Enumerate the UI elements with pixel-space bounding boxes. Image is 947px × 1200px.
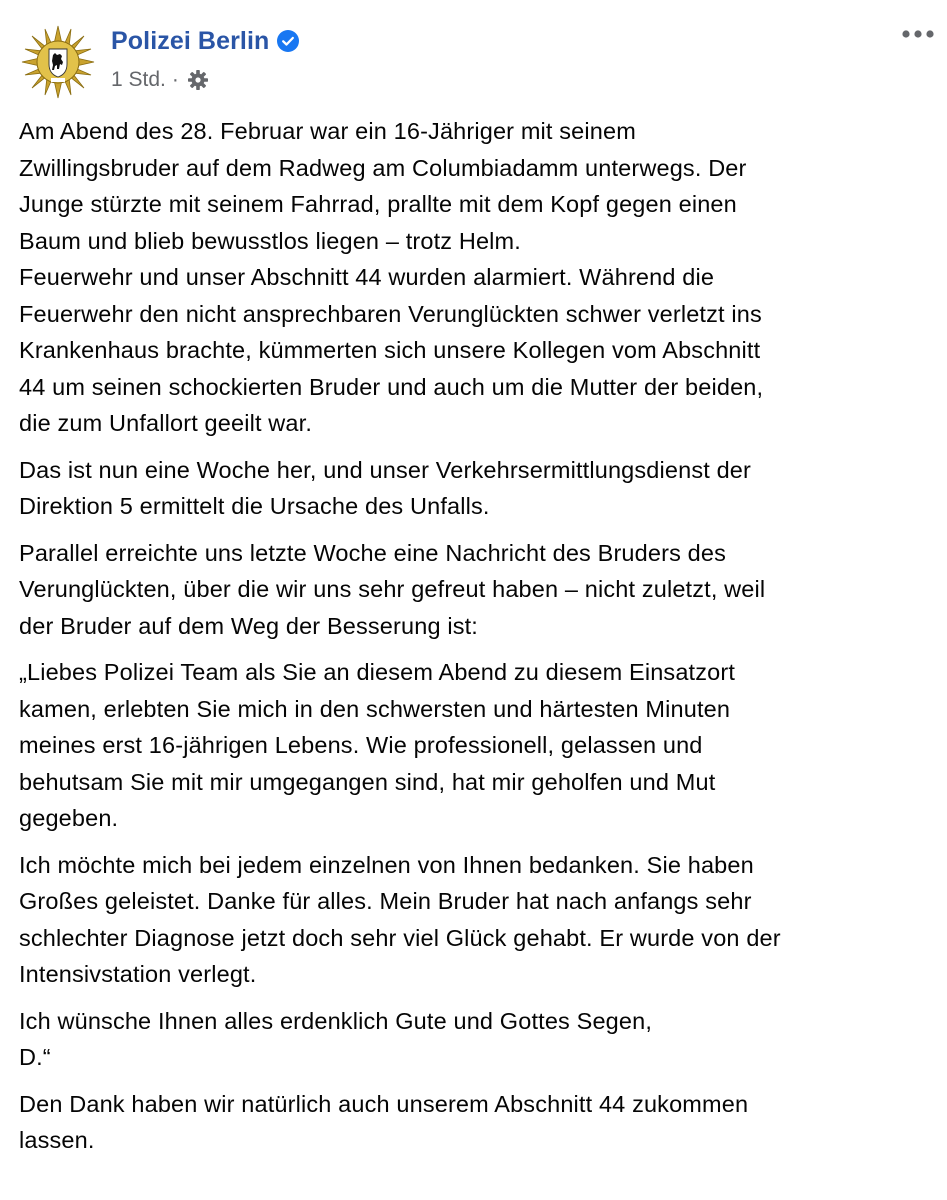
text-line: Großes geleistet. Danke für alles. Mein Bruder hat nach anfangs sehr	[19, 888, 752, 914]
text-line: Baum und blieb bewusstlos liegen – trotz Helm.	[19, 227, 521, 254]
text-line: der Bruder auf dem Weg der Besserung ist:	[19, 612, 478, 639]
text-line: meines erst 16-jährigen Lebens. Wie professionell, gelassen und	[19, 732, 703, 758]
avatar[interactable]	[18, 22, 98, 102]
text-line: die zum Unfallort geeilt war.	[19, 410, 313, 436]
post-text	[19, 113, 934, 1169]
text-line: Feuerwehr den nicht ansprechbaren Verunglückten schwer verletzt ins	[19, 300, 762, 327]
text-line: Am Abend des 28. Februar war ein 16-Jähriger mit seinem	[19, 118, 636, 144]
post-timestamp[interactable]: 1 Std.	[111, 68, 166, 91]
meta-separator: ·	[171, 68, 179, 91]
text-line: Ich wünsche Ihnen alles erdenklich Gute und Gottes Segen,	[19, 1007, 652, 1034]
text-line: Das ist nun eine Woche her, und unser Verkehrsermittlungsdienst der	[19, 456, 751, 483]
text-line: lassen.	[19, 1127, 95, 1153]
author-line	[111, 24, 299, 58]
post-paragraph	[19, 1086, 934, 1159]
post-paragraph	[19, 259, 934, 442]
verified-badge-icon	[277, 30, 299, 52]
text-line: Direktion 5 ermittelt die Ursache des Unfalls.	[19, 493, 490, 519]
more-options-icon	[901, 29, 935, 39]
text-line: Feuerwehr und unser Abschnitt 44 wurden alarmiert. Während die	[19, 264, 715, 290]
text-line: Krankenhaus brachte, kümmerten sich unsere Kollegen vom Abschnitt	[19, 337, 761, 363]
post-paragraph	[19, 535, 934, 645]
text-line: behutsam Sie mit mir umgegangen sind, hat mir geholfen und Mut	[19, 768, 716, 795]
gear-icon[interactable]	[187, 69, 209, 91]
post-paragraph	[19, 1003, 934, 1076]
text-line: D.“	[19, 1044, 51, 1070]
text-line: Parallel erreichte uns letzte Woche eine Nachricht des Bruders des	[19, 539, 726, 566]
text-line: Intensivstation verlegt.	[19, 961, 257, 987]
post-paragraph	[19, 113, 934, 259]
text-line: Zwillingsbruder auf dem Radweg am Columbiadamm unterwegs. Der	[19, 154, 747, 181]
text-line: 44 um seinen schockierten Bruder und auch um die Mutter der beiden,	[19, 373, 764, 400]
text-line: Junge stürzte mit seinem Fahrrad, prallte mit dem Kopf gegen einen	[19, 191, 737, 217]
post-header	[0, 0, 947, 110]
post-paragraph	[19, 452, 934, 525]
more-options-button[interactable]	[898, 20, 938, 48]
police-star-emblem-icon	[18, 22, 98, 102]
text-line: kamen, erlebten Sie mich in den schwersten und härtesten Minuten	[19, 695, 731, 722]
text-line: gegeben.	[19, 805, 119, 831]
text-line: Verunglückten, über die wir uns sehr gefreut haben – nicht zuletzt, weil	[19, 576, 766, 602]
author-name[interactable]: Polizei Berlin	[111, 26, 270, 55]
text-line: Ich möchte mich bei jedem einzelnen von Ihnen bedanken. Sie haben	[19, 851, 754, 878]
text-line: Den Dank haben wir natürlich auch unserem Abschnitt 44 zukommen	[19, 1090, 749, 1117]
text-line: „Liebes Polizei Team als Sie an diesem Abend zu diesem Einsatzort	[19, 659, 736, 685]
post-paragraph	[19, 847, 934, 993]
post-paragraph	[19, 654, 934, 837]
text-line: schlechter Diagnose jetzt doch sehr viel Glück gehabt. Er wurde von der	[19, 924, 781, 951]
post-meta	[111, 66, 209, 94]
